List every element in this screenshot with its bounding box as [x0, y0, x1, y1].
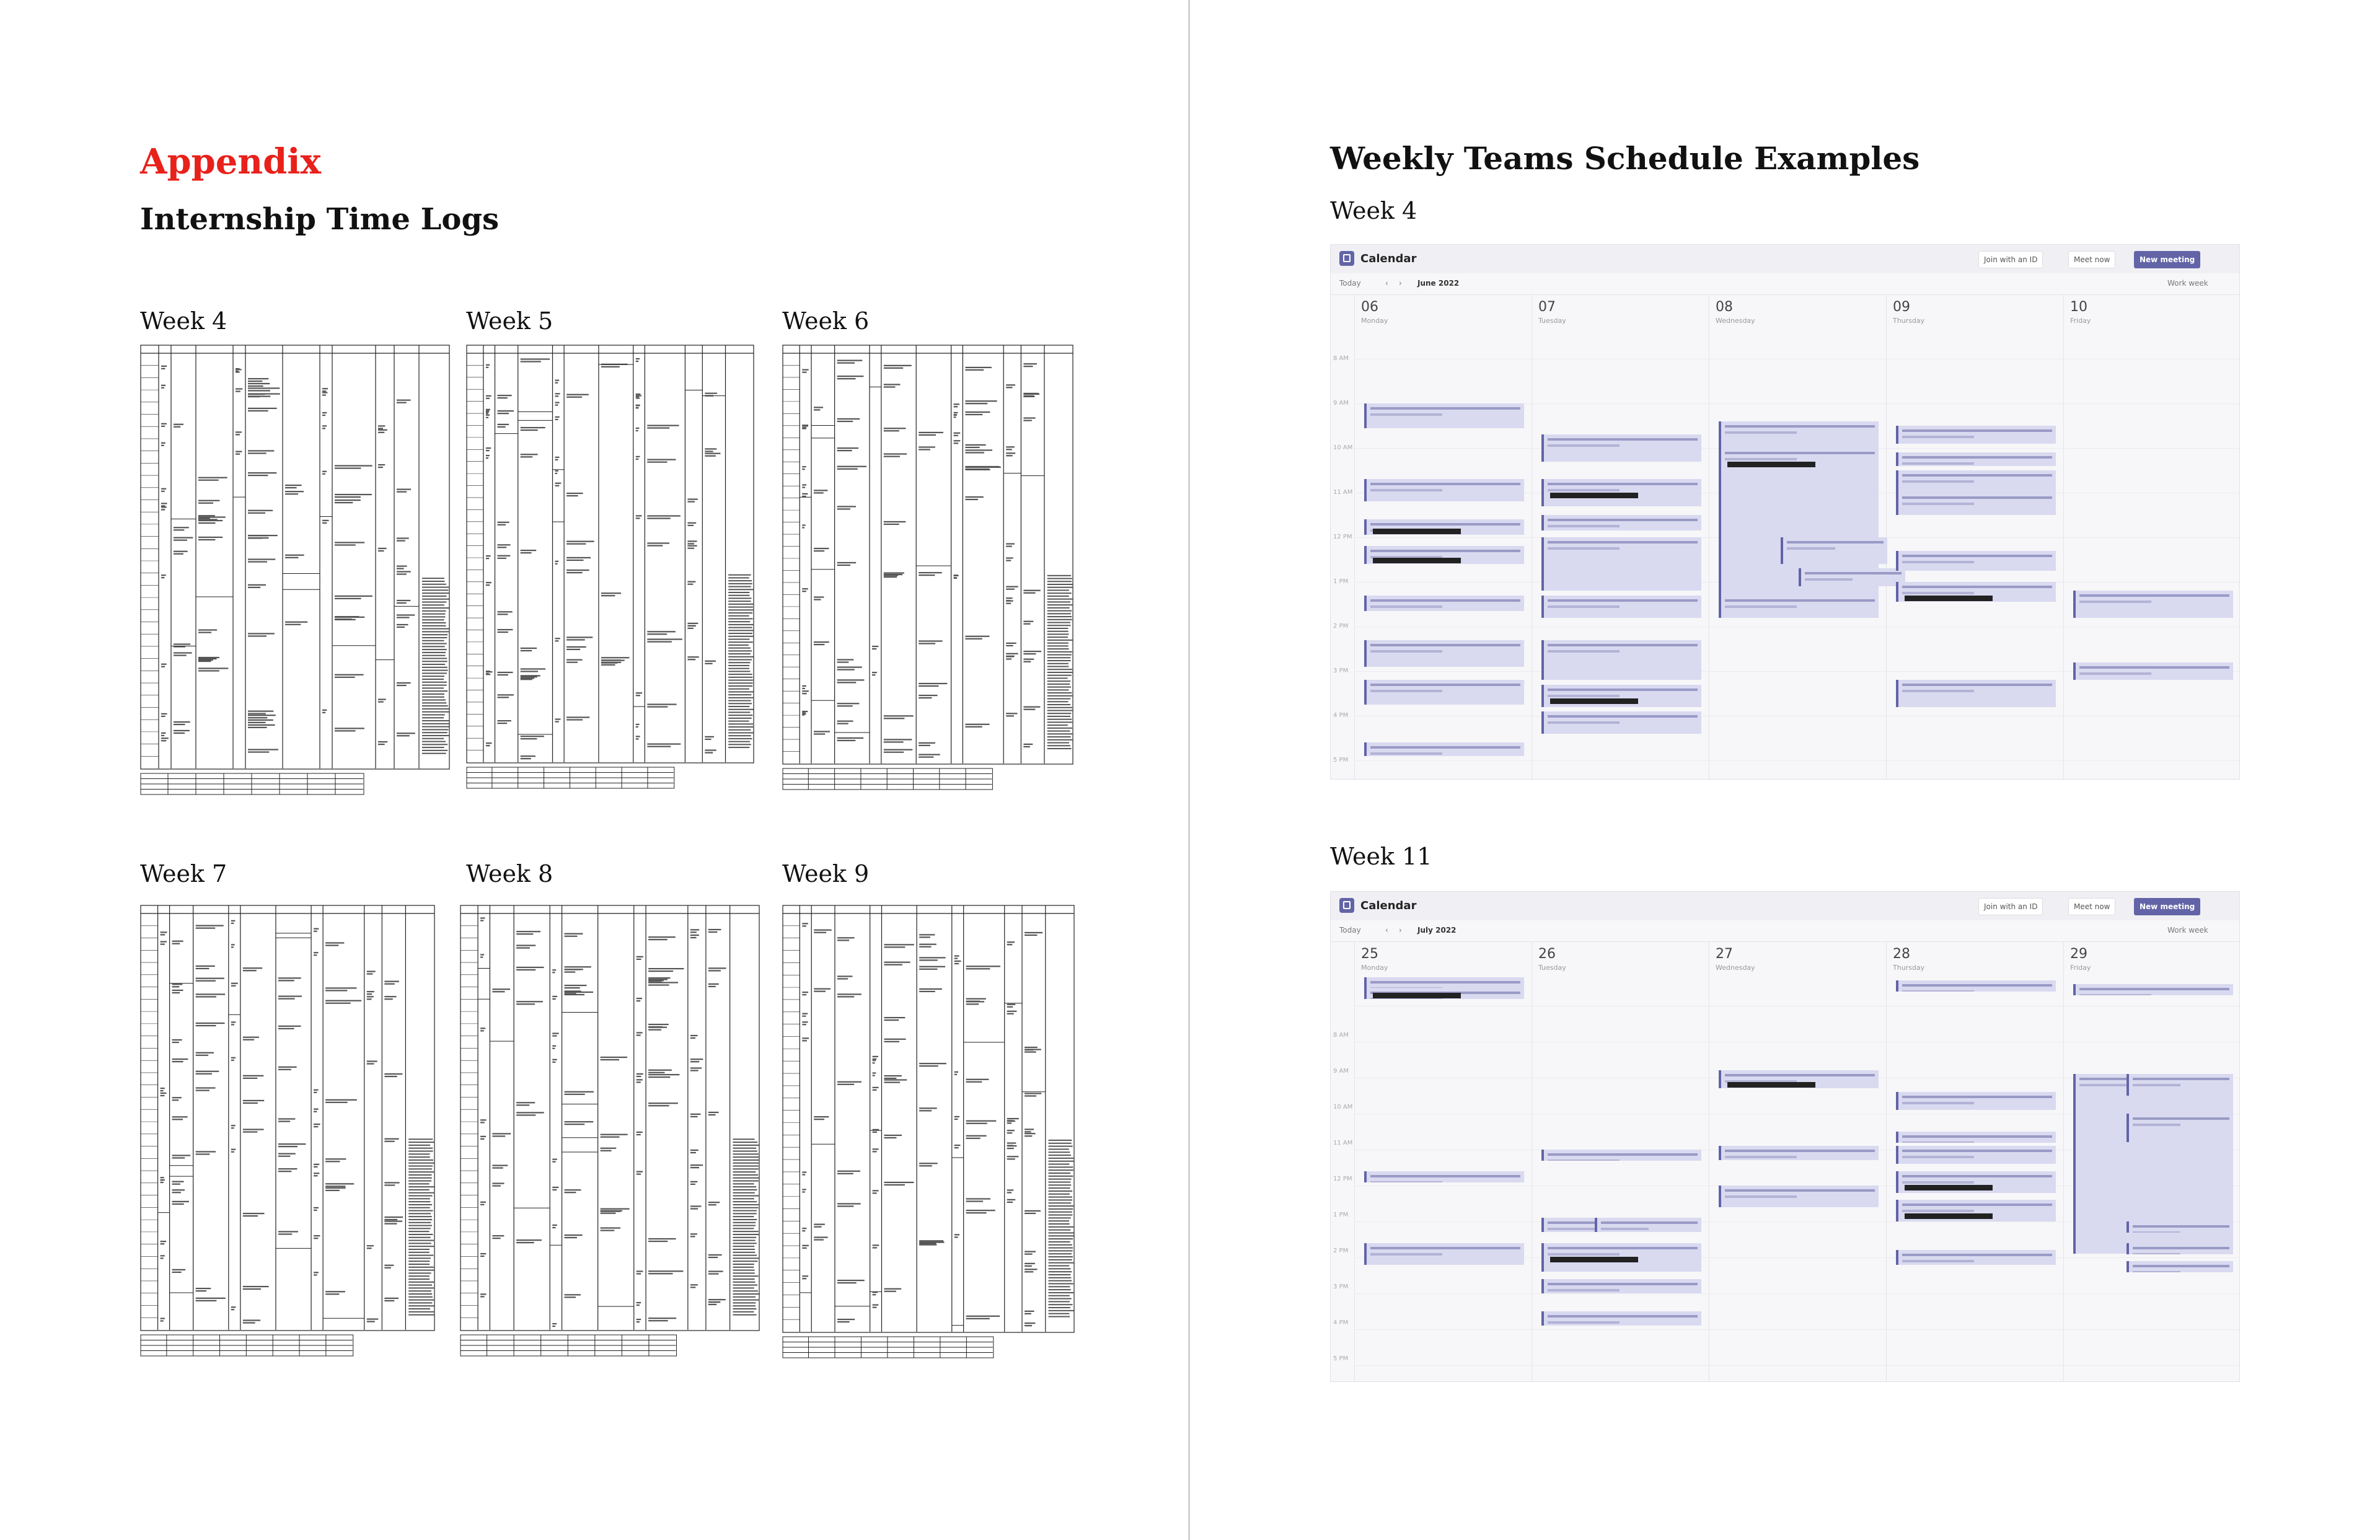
- day-header: 26 Tuesday: [1532, 941, 1709, 981]
- calendar-event[interactable]: [1364, 519, 1523, 535]
- calendar-event[interactable]: [2073, 984, 2232, 995]
- join-with-id-button[interactable]: Join with an ID: [1978, 898, 2043, 915]
- calendar-event[interactable]: [1541, 685, 1701, 707]
- redaction-bar: [1905, 1213, 1993, 1219]
- meet-now-button[interactable]: Meet now: [2068, 898, 2115, 915]
- hour-label: 3 PM: [1333, 667, 1349, 674]
- week-5-label: Week 5: [466, 307, 553, 335]
- calendar-event[interactable]: [1896, 1146, 2055, 1164]
- hour-label: 10 AM: [1333, 1104, 1353, 1111]
- calendar-event[interactable]: [1364, 977, 1523, 988]
- view-selector[interactable]: Work week: [2167, 279, 2208, 288]
- calendar-event[interactable]: [1541, 1279, 1701, 1293]
- hour-gridline: [1354, 1365, 2239, 1366]
- hour-gridline: [1354, 1329, 2239, 1330]
- time-log-week-6: [782, 345, 1073, 792]
- calendar-event[interactable]: [1719, 596, 1878, 618]
- calendar-event[interactable]: [1719, 1070, 1878, 1088]
- calendar-event[interactable]: [2073, 591, 2232, 617]
- day-header: 29 Friday: [2063, 941, 2240, 981]
- day-header: 25 Monday: [1354, 941, 1532, 981]
- calendar-event[interactable]: [1896, 1171, 2055, 1193]
- new-meeting-button[interactable]: New meeting: [2134, 898, 2200, 915]
- time-log-week-5: [466, 345, 754, 791]
- meet-now-button[interactable]: Meet now: [2068, 251, 2115, 268]
- hour-label: 12 PM: [1333, 534, 1352, 540]
- calendar-event[interactable]: [1541, 711, 1701, 734]
- day-header: 27 Wednesday: [1709, 941, 1887, 981]
- calendar-event[interactable]: [1541, 640, 1701, 680]
- day-header: 10 Friday: [2063, 294, 2240, 334]
- next-week-icon[interactable]: ›: [1399, 926, 1402, 935]
- teams-week-11-label: Week 11: [1330, 843, 1432, 870]
- calendar-event[interactable]: [1364, 640, 1523, 667]
- day-header: 09 Thursday: [1886, 294, 2064, 334]
- calendar-event[interactable]: [1541, 515, 1701, 530]
- calendar-event[interactable]: [1781, 537, 1887, 564]
- day-column-line: [1886, 941, 1887, 1381]
- time-log-week-7: [140, 905, 435, 1358]
- calendar-event[interactable]: [1896, 1132, 2055, 1143]
- day-header: 07 Tuesday: [1532, 294, 1709, 334]
- calendar-event[interactable]: [2127, 1074, 2233, 1096]
- redaction-bar: [1727, 1082, 1815, 1088]
- month-picker[interactable]: June 2022: [1417, 279, 1460, 288]
- day-column-line: [1354, 294, 1355, 779]
- calendar-top-bar: [1331, 892, 2239, 920]
- calendar-event[interactable]: [1896, 551, 2055, 571]
- week-9-label: Week 9: [782, 860, 870, 887]
- day-header: 28 Thursday: [1886, 941, 2064, 981]
- hour-label: 9 AM: [1333, 1068, 1349, 1075]
- calendar-event[interactable]: [1364, 403, 1523, 428]
- calendar-event[interactable]: [1595, 1218, 1701, 1232]
- calendar-event[interactable]: [1364, 1243, 1523, 1265]
- calendar-event[interactable]: [1896, 493, 2055, 515]
- calendar-event[interactable]: [1364, 596, 1523, 611]
- hour-label: 11 AM: [1333, 489, 1353, 496]
- redaction-bar: [1373, 558, 1461, 563]
- appendix-heading: Appendix: [140, 141, 321, 182]
- calendar-icon: [1339, 251, 1354, 266]
- redaction-bar: [1550, 493, 1638, 498]
- calendar-event[interactable]: [1364, 680, 1523, 705]
- calendar-event[interactable]: [2073, 662, 2232, 680]
- day-header: 06 Monday: [1354, 294, 1532, 334]
- calendar-event[interactable]: [1364, 1171, 1523, 1182]
- view-selector[interactable]: Work week: [2167, 926, 2208, 935]
- calendar-event[interactable]: [1896, 980, 2055, 992]
- calendar-top-bar: [1331, 245, 2239, 273]
- calendar-event[interactable]: [1364, 988, 1523, 999]
- redaction-bar: [1373, 529, 1461, 534]
- week-6-label: Week 6: [782, 307, 870, 335]
- hour-label: 10 AM: [1333, 444, 1353, 451]
- new-meeting-button[interactable]: New meeting: [2134, 251, 2200, 268]
- time-log-week-8: [460, 905, 760, 1358]
- hour-label: 8 AM: [1333, 1032, 1349, 1039]
- calendar-event[interactable]: [1364, 546, 1523, 564]
- calendar-event[interactable]: [1541, 596, 1701, 618]
- time-logs-heading: Internship Time Logs: [140, 202, 500, 237]
- today-button[interactable]: Today: [1339, 926, 1361, 935]
- prev-week-icon[interactable]: ‹: [1385, 926, 1388, 935]
- hour-label: 4 PM: [1333, 712, 1349, 719]
- month-picker[interactable]: July 2022: [1417, 926, 1457, 935]
- calendar-event[interactable]: [1896, 582, 2055, 602]
- calendar-title: Calendar: [1360, 252, 1417, 265]
- week-7-label: Week 7: [140, 860, 227, 887]
- calendar-event[interactable]: [1541, 537, 1701, 591]
- calendar-event[interactable]: [1541, 1243, 1701, 1272]
- calendar-event[interactable]: [1541, 1311, 1701, 1326]
- teams-week-4-label: Week 4: [1330, 197, 1417, 224]
- today-button[interactable]: Today: [1339, 279, 1361, 288]
- hour-label: 12 PM: [1333, 1176, 1352, 1182]
- calendar-event[interactable]: [1541, 1150, 1701, 1161]
- redaction-bar: [1550, 698, 1638, 704]
- hour-label: 2 PM: [1333, 1247, 1349, 1254]
- teams-calendar-week-11: [1330, 891, 2240, 1382]
- redaction-bar: [1905, 1185, 1993, 1190]
- calendar-title: Calendar: [1360, 899, 1417, 912]
- calendar-event[interactable]: [1896, 680, 2055, 706]
- calendar-event[interactable]: [1896, 1200, 2055, 1221]
- calendar-event[interactable]: [2127, 1114, 2233, 1142]
- week-8-label: Week 8: [466, 860, 553, 887]
- hour-label: 1 PM: [1333, 1212, 1349, 1218]
- hour-label: 11 AM: [1333, 1140, 1353, 1146]
- prev-week-icon[interactable]: ‹: [1385, 279, 1388, 288]
- hour-label: 2 PM: [1333, 623, 1349, 630]
- calendar-icon: [1339, 898, 1354, 913]
- calendar-event[interactable]: [1719, 421, 1878, 448]
- redaction-bar: [1373, 993, 1461, 998]
- join-with-id-button[interactable]: Join with an ID: [1978, 251, 2043, 268]
- hour-label: 9 AM: [1333, 400, 1349, 407]
- calendar-event[interactable]: [2127, 1221, 2233, 1233]
- calendar-event[interactable]: [2127, 1243, 2233, 1254]
- day-column-line: [1354, 941, 1355, 1381]
- redaction-bar: [1905, 596, 1993, 601]
- hour-label: 4 PM: [1333, 1319, 1349, 1326]
- day-column-line: [1886, 294, 1887, 779]
- calendar-event[interactable]: [1364, 742, 1523, 756]
- teams-calendar-week-4: [1330, 244, 2240, 780]
- calendar-nav-bar: [1331, 273, 2239, 295]
- hour-label: 8 AM: [1333, 355, 1349, 362]
- day-column-line: [2063, 294, 2064, 779]
- hour-label: 1 PM: [1333, 578, 1349, 585]
- time-log-week-4: [140, 345, 450, 797]
- redaction-bar: [1727, 462, 1815, 467]
- calendar-event[interactable]: [1799, 568, 1905, 586]
- calendar-event[interactable]: [1541, 434, 1701, 461]
- hour-label: 3 PM: [1333, 1283, 1349, 1290]
- calendar-nav-bar: [1331, 920, 2239, 942]
- page-divider: [1188, 0, 1190, 1540]
- calendar-event[interactable]: [1896, 426, 2055, 444]
- calendar-event[interactable]: [1719, 1146, 1878, 1160]
- next-week-icon[interactable]: ›: [1399, 279, 1402, 288]
- day-column-line: [2063, 941, 2064, 1381]
- week-4-label: Week 4: [140, 307, 227, 335]
- hour-label: 5 PM: [1333, 1355, 1349, 1362]
- calendar-event[interactable]: [2127, 1261, 2233, 1272]
- day-header: 08 Wednesday: [1709, 294, 1887, 334]
- calendar-event[interactable]: [1896, 1250, 2055, 1264]
- time-log-week-9: [782, 905, 1075, 1360]
- calendar-event[interactable]: [1896, 452, 2055, 466]
- hour-gridline: [1354, 1293, 2239, 1294]
- teams-schedule-heading: Weekly Teams Schedule Examples: [1330, 140, 1920, 177]
- calendar-event[interactable]: [1364, 479, 1523, 501]
- calendar-event[interactable]: [1896, 1092, 2055, 1110]
- calendar-event[interactable]: [1719, 1186, 1878, 1207]
- redaction-bar: [1550, 1257, 1638, 1262]
- calendar-event[interactable]: [1541, 479, 1701, 506]
- hour-gridline: [1354, 760, 2239, 761]
- hour-label: 5 PM: [1333, 757, 1349, 763]
